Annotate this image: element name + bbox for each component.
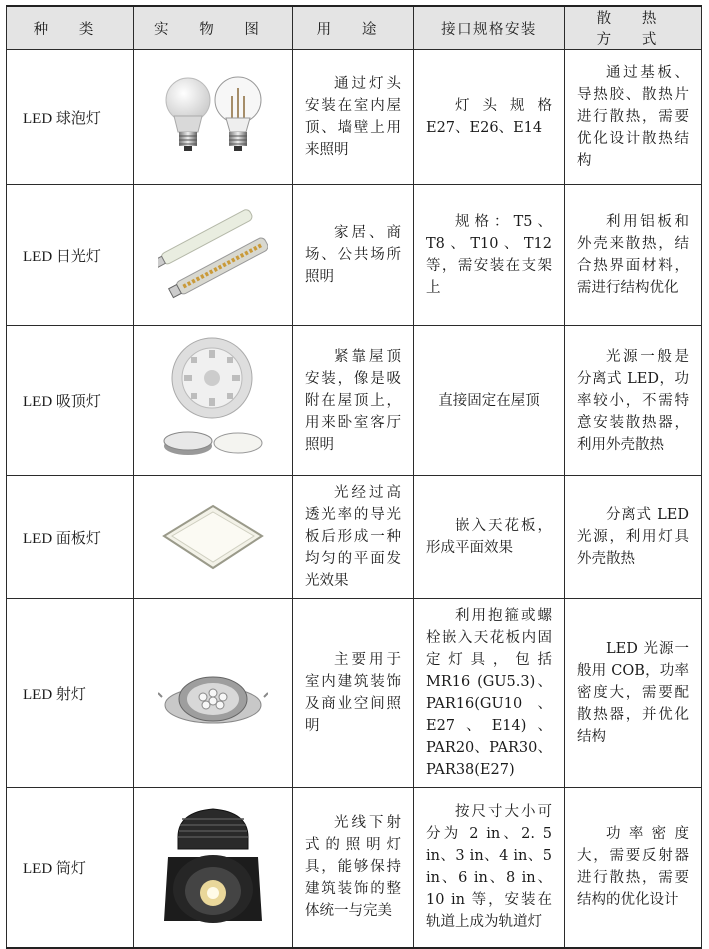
row-cooling: 光源一般是分离式 LED，功率较小，不需特意安装散热器，利用外壳散热 [565, 326, 702, 476]
row-image [134, 326, 293, 476]
row-type: LED 日光灯 [7, 185, 134, 326]
row-cooling: 通过基板、导热胶、散热片进行散热，需要优化设计散热结构 [565, 50, 702, 185]
table-row [7, 599, 702, 788]
row-type: LED 筒灯 [7, 788, 134, 948]
header-spec: 接口规格安装 [414, 6, 565, 50]
led-tube-image [158, 200, 268, 310]
row-spec: 灯头规格 E27、E26、E14 [414, 50, 565, 185]
row-type: LED 吸顶灯 [7, 326, 134, 476]
table-row [7, 326, 702, 476]
row-image [134, 788, 293, 948]
table-row [7, 185, 702, 326]
row-type: LED 射灯 [7, 599, 134, 788]
row-type: LED 面板灯 [7, 476, 134, 599]
row-cooling: 分离式 LED 光源，利用灯具外壳散热 [565, 476, 702, 599]
row-use: 家居、商场、公共场所照明 [293, 185, 414, 326]
led-panel-image [158, 502, 268, 572]
led-lamp-table [6, 5, 702, 949]
row-use: 光经过高透光率的导光板后形成一种均匀的平面发光效果 [293, 476, 414, 599]
header-cooling: 散 热 方 式 [565, 6, 702, 50]
header-type: 种 类 [7, 6, 134, 50]
table-row [7, 50, 702, 185]
row-use: 光线下射式的照明灯具，能够保持建筑装饰的整体统一与完美 [293, 788, 414, 948]
row-cooling: 功率密度大，需要反射器进行散热，需要结构的优化设计 [565, 788, 702, 948]
row-image [134, 476, 293, 599]
row-spec: 嵌入天花板，形成平面效果 [414, 476, 565, 599]
row-use: 紧靠屋顶安装，像是吸附在屋顶上，用来卧室客厅照明 [293, 326, 414, 476]
row-use: 主要用于室内建筑装饰及商业空间照明 [293, 599, 414, 788]
row-image [134, 599, 293, 788]
row-image [134, 50, 293, 185]
row-spec: 直接固定在屋顶 [414, 326, 565, 476]
row-cooling: LED 光源一般用 COB，功率密度大，需要配散热器，并优化结构 [565, 599, 702, 788]
led-bulb-image [158, 70, 268, 165]
header-image: 实 物 图 [134, 6, 293, 50]
row-spec: 利用抱箍或螺栓嵌入天花板内固定灯具，包括 MR16 (GU5.3)、PAR16(GU10、E27、E14)、PAR20、PAR30、PAR38(E27) [414, 599, 565, 788]
row-cooling: 利用铝板和外壳来散热，结合热界面材料，需进行结构优化 [565, 185, 702, 326]
led-ceiling-lamp-image [158, 336, 268, 466]
header-row [7, 6, 702, 50]
table-row [7, 476, 702, 599]
table-row [7, 788, 702, 948]
row-type: LED 球泡灯 [7, 50, 134, 185]
row-use: 通过灯头安装在室内屋顶、墙壁上用来照明 [293, 50, 414, 185]
header-use: 用 途 [293, 6, 414, 50]
row-image [134, 185, 293, 326]
row-spec: 按尺寸大小可分为 2 in、2. 5 in、3 in、4 in、5 in、6 in、8 in、10 in 等，安装在轨道上成为轨道灯 [414, 788, 565, 948]
led-downlight-image [158, 797, 268, 937]
row-spec: 规格：T5、T8、T10、T12 等，需安装在支架上 [414, 185, 565, 326]
led-spotlight-image [158, 653, 268, 733]
